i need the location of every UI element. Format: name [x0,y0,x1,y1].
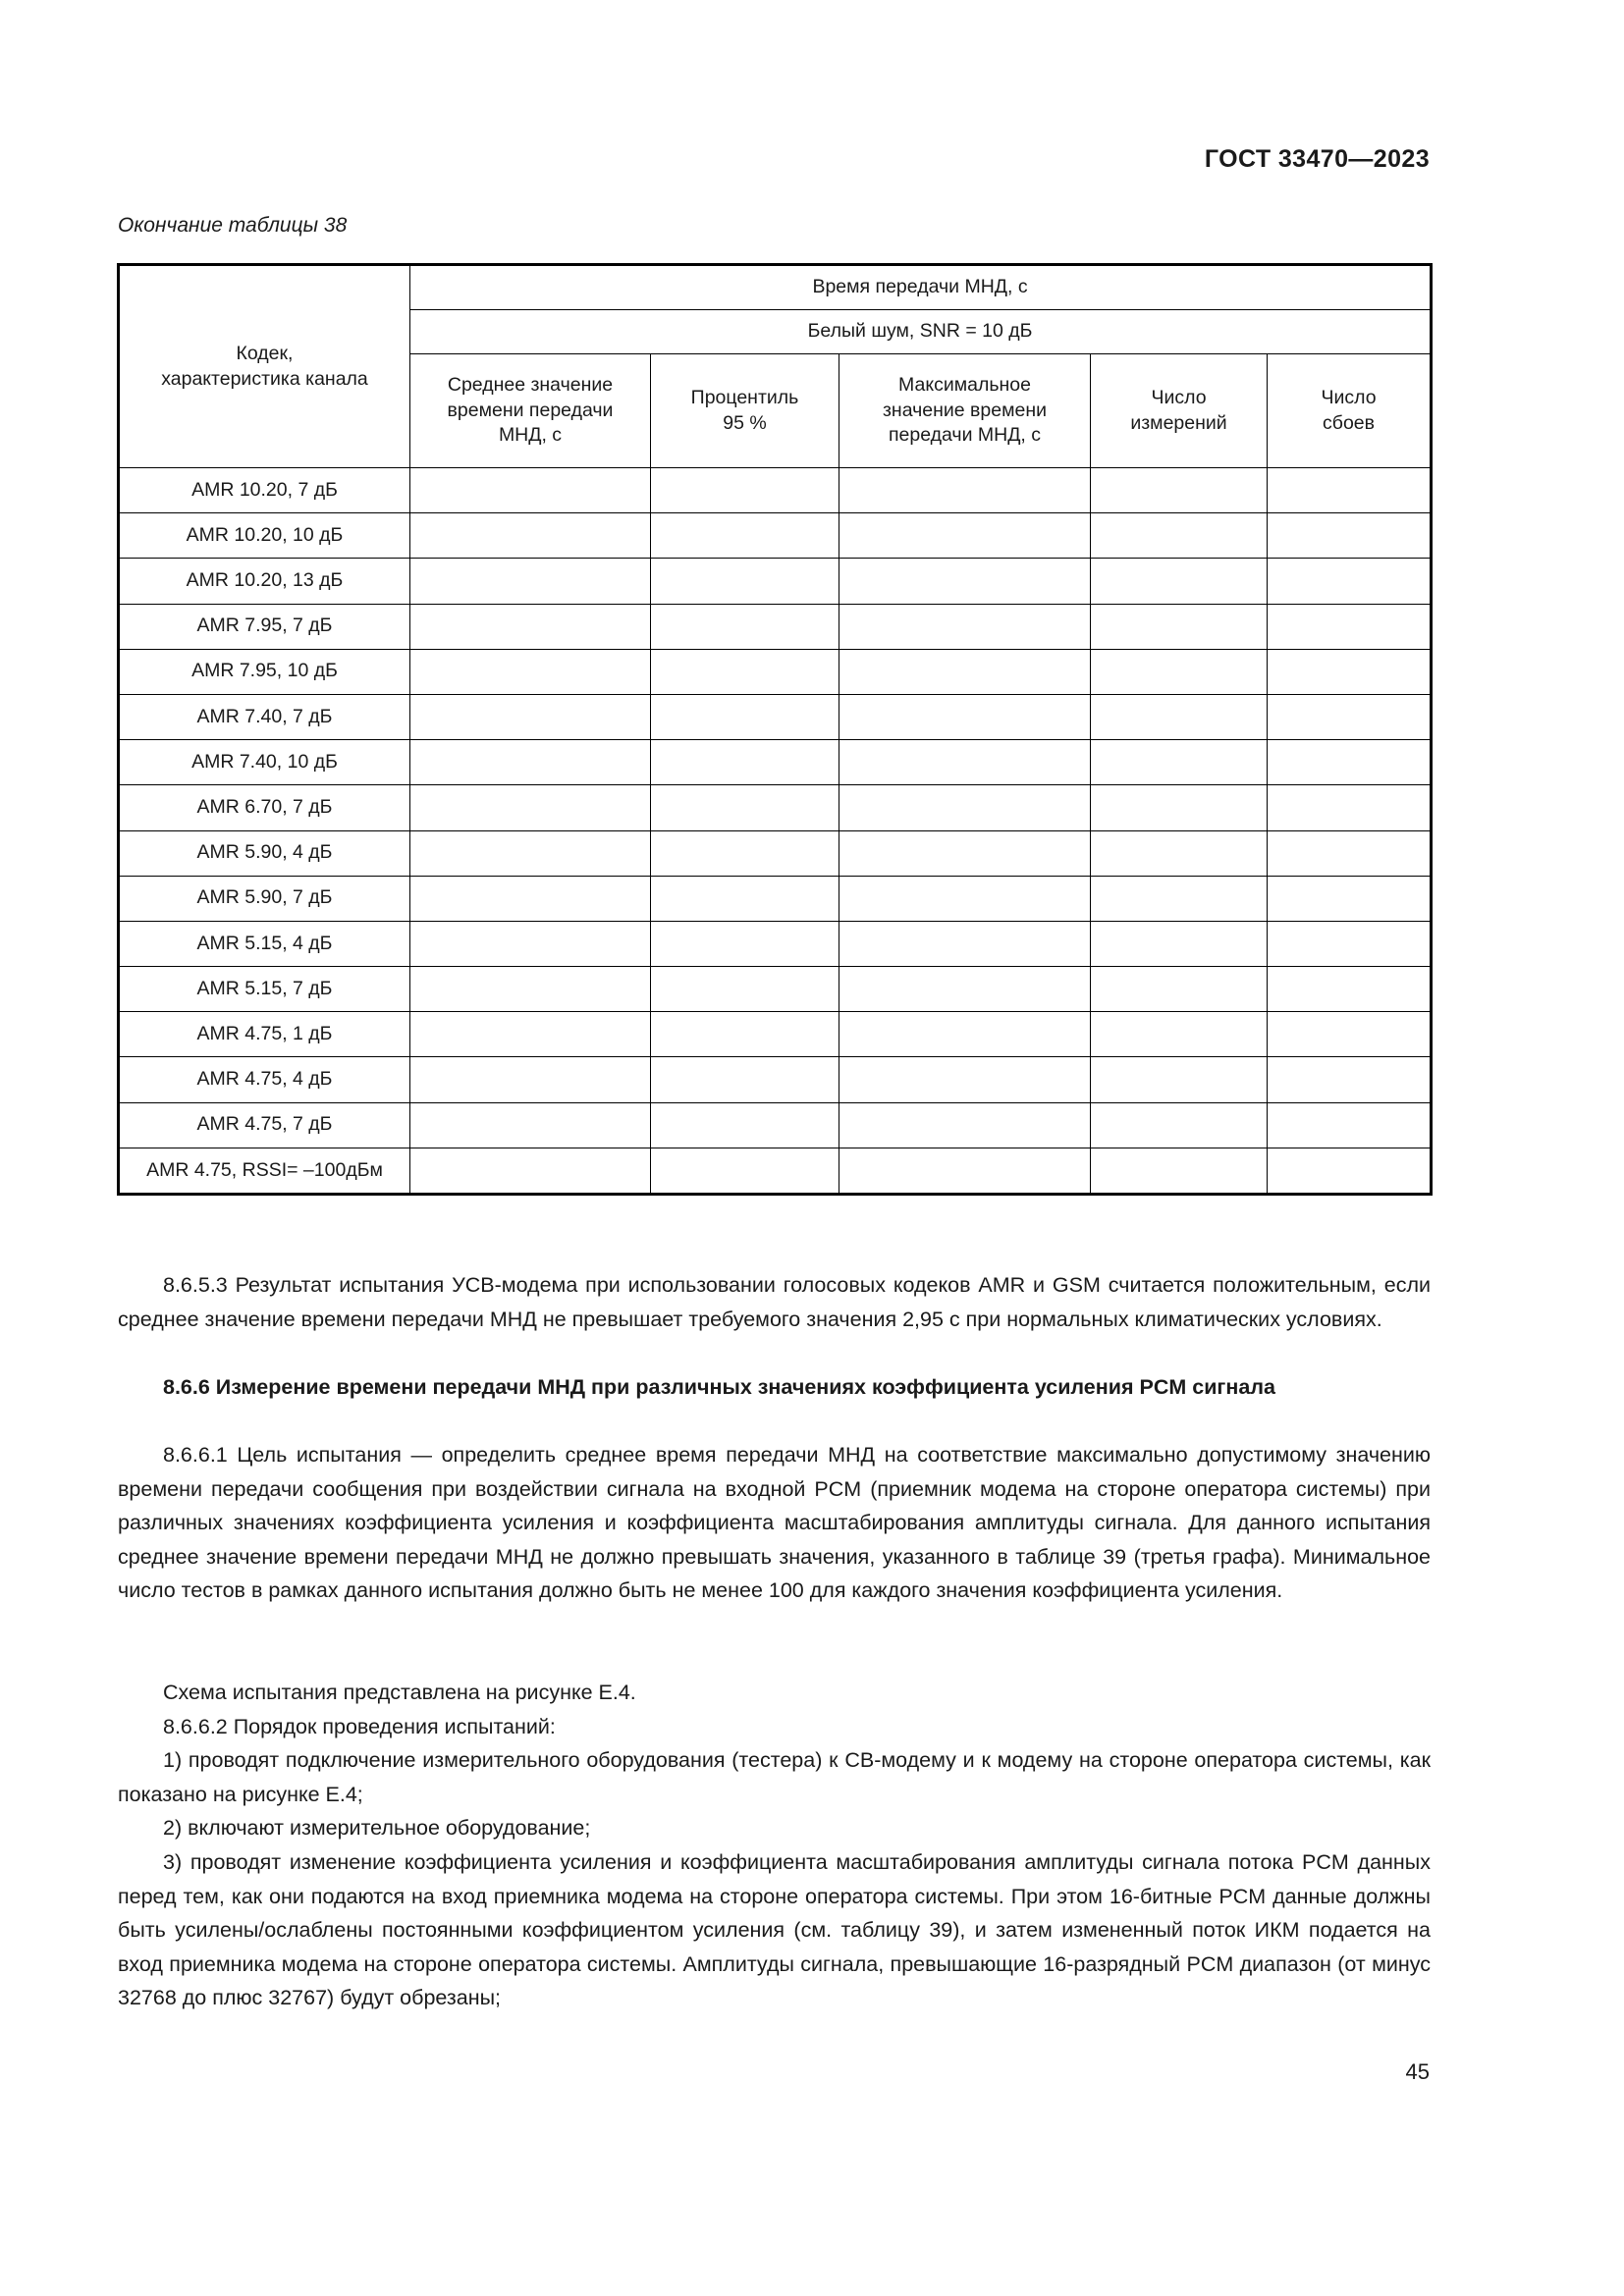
table-row [119,1012,1432,1057]
table-row [119,694,1432,739]
table-header [119,265,1432,468]
table-caption: Окончание таблицы 38 [118,214,348,237]
cell-percentile [651,967,839,1012]
heading-8-6-6: 8.6.6 Измерение времени передачи МНД при различных значениях коэффициента усиления PCM сигнала [163,1375,1275,1399]
header-cell-transmission-time: Время передачи МНД, с [410,265,1432,310]
cell-measurement-count [1091,921,1268,966]
cell-failure-count [1268,876,1432,921]
cell-maximum-time [839,785,1091,830]
header-fail-line2: сбоев [1323,411,1375,434]
table-row [119,1057,1432,1102]
cell-average-time [410,468,651,513]
cell-average-time [410,1012,651,1057]
cell-maximum-time [839,513,1091,559]
header-cell-percentile [651,354,839,468]
cell-percentile [651,559,839,604]
paragraph-test-scheme: Схема испытания представлена на рисунке Е.4. [163,1681,636,1704]
cell-average-time [410,1148,651,1194]
table-row [119,740,1432,785]
cell-failure-count [1268,1012,1432,1057]
cell-codec: AMR 10.20, 7 дБ [119,468,410,513]
cell-codec: AMR 7.95, 10 дБ [119,649,410,694]
cell-maximum-time [839,876,1091,921]
cell-measurement-count [1091,830,1268,876]
cell-codec: AMR 7.40, 7 дБ [119,694,410,739]
cell-average-time [410,559,651,604]
header-pct-line1: Процентиль [690,386,799,408]
cell-codec: AMR 4.75, 7 дБ [119,1102,410,1148]
cell-percentile [651,1102,839,1148]
cell-codec: AMR 4.75, 4 дБ [119,1057,410,1102]
cell-percentile [651,1012,839,1057]
cell-maximum-time [839,649,1091,694]
header-max-line2: значение времени [882,399,1048,421]
paragraph-8-6-6-1: 8.6.6.1 Цель испытания — определить среднее время передачи МНД на соответствие максимально допустимому значению времени передачи сообщения при воздействии сигнала на входной PCM (приемник модема на стороне оператора системы) при различных значениях коэффициента усиления и коэффициента масштабирования амплитуды сигнала. Для данного испытания среднее значение времени передачи МНД не должно превышать значения, указанного в таблице 39 (третья графа). Минимальное число тестов в рамках данного испытания должно быть не менее 100 для каждого значения коэффициента усиления. [118,1443,1431,1602]
cell-measurement-count [1091,1012,1268,1057]
header-avg-line1: Среднее значение [447,373,614,396]
list-item-2: 2) включают измерительное оборудование; [163,1816,591,1840]
cell-average-time [410,740,651,785]
header-cell-noise-condition: Белый шум, SNR = 10 дБ [410,310,1432,354]
cell-failure-count [1268,1148,1432,1194]
cell-codec: AMR 4.75, 1 дБ [119,1012,410,1057]
table-row [119,513,1432,559]
header-max-line3: передачи МНД, с [888,424,1042,447]
cell-maximum-time [839,604,1091,649]
cell-measurement-count [1091,785,1268,830]
cell-codec: AMR 4.75, RSSI= –100дБм [119,1148,410,1194]
cell-average-time [410,1102,651,1148]
cell-average-time [410,694,651,739]
cell-maximum-time [839,1148,1091,1194]
list-item-1-block [118,1743,1431,1811]
cell-maximum-time [839,1057,1091,1102]
cell-codec: AMR 6.70, 7 дБ [119,785,410,830]
table-row [119,876,1432,921]
cell-measurement-count [1091,1148,1268,1194]
cell-measurement-count [1091,1102,1268,1148]
cell-codec: AMR 7.40, 10 дБ [119,740,410,785]
header-cnt-line1: Число [1151,386,1207,408]
header-pct-line2: 95 % [723,411,767,434]
cell-failure-count [1268,468,1432,513]
cell-percentile [651,649,839,694]
cell-maximum-time [839,559,1091,604]
cell-percentile [651,1148,839,1194]
cell-failure-count [1268,649,1432,694]
table-row [119,468,1432,513]
cell-failure-count [1268,604,1432,649]
cell-codec: AMR 5.15, 4 дБ [119,921,410,966]
table-row [119,785,1432,830]
cell-percentile [651,468,839,513]
cell-failure-count [1268,830,1432,876]
document-header-standard-number: ГОСТ 33470—2023 [1204,145,1430,173]
paragraph-8-6-6-1-block [118,1438,1431,1608]
cell-maximum-time [839,921,1091,966]
table-row [119,921,1432,966]
cell-measurement-count [1091,604,1268,649]
header-cell-maximum-time [839,354,1091,468]
table-row [119,1102,1432,1148]
cell-percentile [651,785,839,830]
list-item-2-block [118,1811,1431,1845]
table-row [119,604,1432,649]
table-body [119,468,1432,1195]
table-row [119,830,1432,876]
cell-failure-count [1268,1102,1432,1148]
list-item-3-block [118,1845,1431,2015]
cell-failure-count [1268,740,1432,785]
cell-average-time [410,604,651,649]
cell-maximum-time [839,1012,1091,1057]
measurement-results-table [117,263,1433,1196]
header-codec-line1: Кодек, [236,342,294,364]
header-codec-line2: характеристика канала [161,367,368,390]
cell-failure-count [1268,967,1432,1012]
cell-failure-count [1268,559,1432,604]
cell-failure-count [1268,1057,1432,1102]
cell-measurement-count [1091,967,1268,1012]
cell-percentile [651,694,839,739]
cell-average-time [410,513,651,559]
table-row [119,559,1432,604]
header-cell-codec [119,265,410,468]
cell-failure-count [1268,785,1432,830]
cell-average-time [410,1057,651,1102]
cell-average-time [410,649,651,694]
list-item-1: 1) проводят подключение измерительного оборудования (тестера) к СВ-модему и к модему на стороне оператора системы, как показано на рисунке Е.4; [118,1748,1431,1806]
list-item-3: 3) проводят изменение коэффициента усиления и коэффициента масштабирования амплитуды сигнала потока PCM данных перед тем, как они подаются на вход приемника модема на стороне оператора системы. При этом 16-битные PCM данные должны быть усилены/ослаблены постоянными коэффициентом усиления (см. таблицу 39), и затем измененный поток ИКМ подается на вход приемника модема на стороне оператора системы. Амплитуды сигнала, превышающие 16-разрядный PCM диапазон (от минус 32768 до плюс 32767) будут обрезаны; [118,1850,1431,2009]
cell-percentile [651,921,839,966]
cell-codec: AMR 10.20, 13 дБ [119,559,410,604]
header-cell-failure-count [1268,354,1432,468]
cell-measurement-count [1091,740,1268,785]
cell-measurement-count [1091,694,1268,739]
cell-failure-count [1268,513,1432,559]
paragraph-8-6-6-2: 8.6.6.2 Порядок проведения испытаний: [163,1715,556,1738]
header-cnt-line2: измерений [1130,411,1227,434]
cell-percentile [651,876,839,921]
cell-codec: AMR 10.20, 10 дБ [119,513,410,559]
cell-percentile [651,740,839,785]
table-row [119,1148,1432,1194]
cell-failure-count [1268,921,1432,966]
paragraph-8-6-5-3-block [118,1268,1431,1336]
cell-codec: AMR 5.15, 7 дБ [119,967,410,1012]
cell-maximum-time [839,830,1091,876]
cell-failure-count [1268,694,1432,739]
cell-measurement-count [1091,468,1268,513]
header-avg-line2: времени передачи [447,399,614,421]
cell-measurement-count [1091,649,1268,694]
cell-measurement-count [1091,876,1268,921]
header-avg-line3: МНД, с [498,424,563,447]
cell-average-time [410,830,651,876]
paragraph-scheme-block [118,1676,1431,1710]
cell-measurement-count [1091,1057,1268,1102]
cell-average-time [410,967,651,1012]
paragraph-8-6-6-2-block [118,1710,1431,1744]
table-row [119,967,1432,1012]
cell-codec: AMR 7.95, 7 дБ [119,604,410,649]
cell-maximum-time [839,468,1091,513]
page-number: 45 [1405,2059,1430,2084]
cell-codec: AMR 5.90, 4 дБ [119,830,410,876]
cell-maximum-time [839,1102,1091,1148]
cell-maximum-time [839,694,1091,739]
cell-percentile [651,830,839,876]
cell-codec: AMR 5.90, 7 дБ [119,876,410,921]
header-max-line1: Максимальное [898,373,1031,396]
header-cell-average-time [410,354,651,468]
cell-maximum-time [839,967,1091,1012]
table-row [119,649,1432,694]
cell-average-time [410,876,651,921]
cell-average-time [410,785,651,830]
cell-maximum-time [839,740,1091,785]
cell-percentile [651,604,839,649]
header-cell-measurement-count [1091,354,1268,468]
cell-percentile [651,513,839,559]
header-fail-line1: Число [1321,386,1377,408]
cell-percentile [651,1057,839,1102]
cell-measurement-count [1091,513,1268,559]
cell-measurement-count [1091,559,1268,604]
paragraph-8-6-5-3: 8.6.5.3 Результат испытания УСВ-модема при использовании голосовых кодеков AMR и GSM считается положительным, если среднее значение времени передачи МНД не превышает требуемого значения 2,95 с при нормальных климатических условиях. [118,1273,1431,1331]
cell-average-time [410,921,651,966]
heading-8-6-6-block [118,1370,1431,1405]
